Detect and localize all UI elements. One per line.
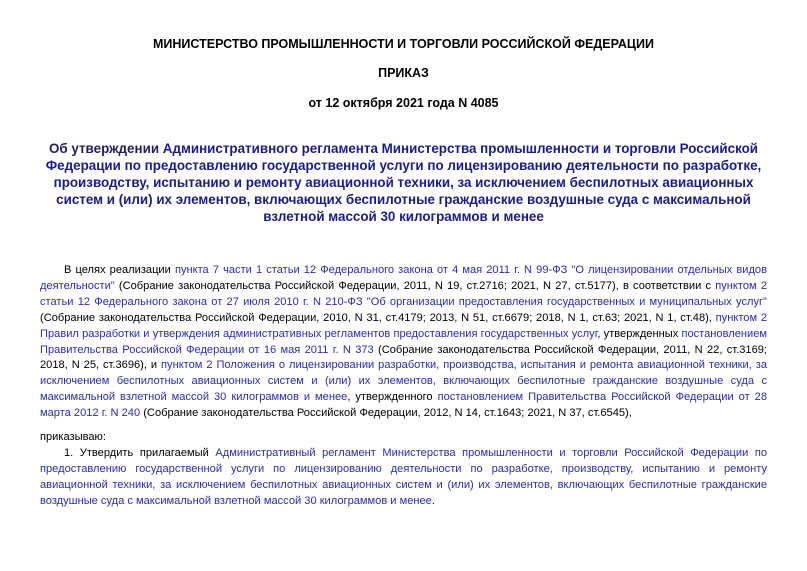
law-99fz-link[interactable]: пункта 7 части 1 статьи 12 Федерального закона от 4 мая 2011 г. N 99-ФЗ "О лицензировании отдельных видов деятельности": [40, 264, 767, 292]
preamble-text-2: (Собрание законодательства Российской Федерации, 2011, N 19, ст.2716; 2021, N 27, ст.5177), в соответствии с: [114, 279, 716, 292]
preamble-text-4: , утвержденных: [597, 327, 682, 340]
licensing-provision-link[interactable]: пунктом 2 Положения о лицензировании разработки, производства, испытания и ремонта авиационной техники, за исключением беспилотных авиационных систем и (или) их элементов, включающих беспилотные гражданские воздушные суда с максимальной взлетной массой 30 килограммов и менее: [40, 359, 767, 404]
rules-regulations-link[interactable]: пунктом 2 Правил разработки и утверждения административных регламентов предоставления государственных услуг: [40, 311, 767, 340]
document-title: [40, 140, 767, 225]
item1-text-2: .: [431, 494, 435, 507]
resolution-240-link[interactable]: постановлением Правительства Российской Федерации от 28 марта 2012 г. N 240: [40, 391, 767, 420]
preamble-text-7: (Собрание законодательства Российской Федерации, 2012, N 14, ст.1643; 2021, N 37, ст.6545),: [140, 407, 632, 420]
resolution-373-link[interactable]: постановлением Правительства Российской Федерации от 16 мая 2011 г. N 373: [40, 327, 767, 356]
item1-text-1: 1. Утвердить прилагаемый: [64, 447, 216, 459]
preamble-text-5: (Собрание законодательства Российской Федерации, 2011, N 22, ст.3169; 2018, N 25, ст.3696), и: [40, 343, 767, 372]
document-type-heading: ПРИКАЗ: [378, 66, 429, 80]
law-210fz-link[interactable]: пунктом 2 статьи 12 Федерального закона от 27 июля 2010 г. N 210-ФЗ "Об организации предоставления государственных и муниципальных услуг": [40, 279, 767, 308]
preamble-paragraph: [40, 263, 767, 422]
order-item-1: [40, 446, 767, 510]
order-word: приказываю:: [40, 431, 106, 443]
ministry-heading: МИНИСТЕРСТВО ПРОМЫШЛЕННОСТИ И ТОРГОВЛИ РОССИЙСКОЙ ФЕДЕРАЦИИ: [153, 37, 654, 51]
admin-regulation-link[interactable]: Административный регламент Министерства промышленности и торговли Российской Федерации по предоставлению государственной услуги по лицензированию деятельности по разработке, производству, испытанию и ремонту авиационной техники, за исключением беспилотных авиационных систем и (или) их элементов, включающих беспилотные гражданские воздушные суда с максимальной взлетной массой 30 килограммов и менее: [40, 447, 768, 507]
document-date-number: от 12 октября 2021 года N 4085: [308, 96, 499, 110]
preamble-text-6: , утвержденного: [347, 391, 438, 404]
preamble-text-1: В целях реализации: [64, 264, 175, 276]
preamble-text-3: (Собрание законодательства Российской Федерации, 2010, N 31, ст.4179; 2013, N 51, ст.6679; 2018, N 1, ст.63; 2021, N 1, ст.48),: [40, 311, 716, 324]
title-prefix: Об утверждении: [48, 141, 163, 156]
title-regulation-link[interactable]: Административного регламента Министерства промышленности и торговли Российской Федерации по предоставлению государственной услуги по лицензированию деятельности по разработке, производству, испытанию и ремонту авиационной техники, за исключением беспилотных авиационных систем и (или) их элементов, включающих беспилотные гражданские воздушные суда с максимальной взлетной массой 30 килограммов и менее: [45, 141, 762, 224]
